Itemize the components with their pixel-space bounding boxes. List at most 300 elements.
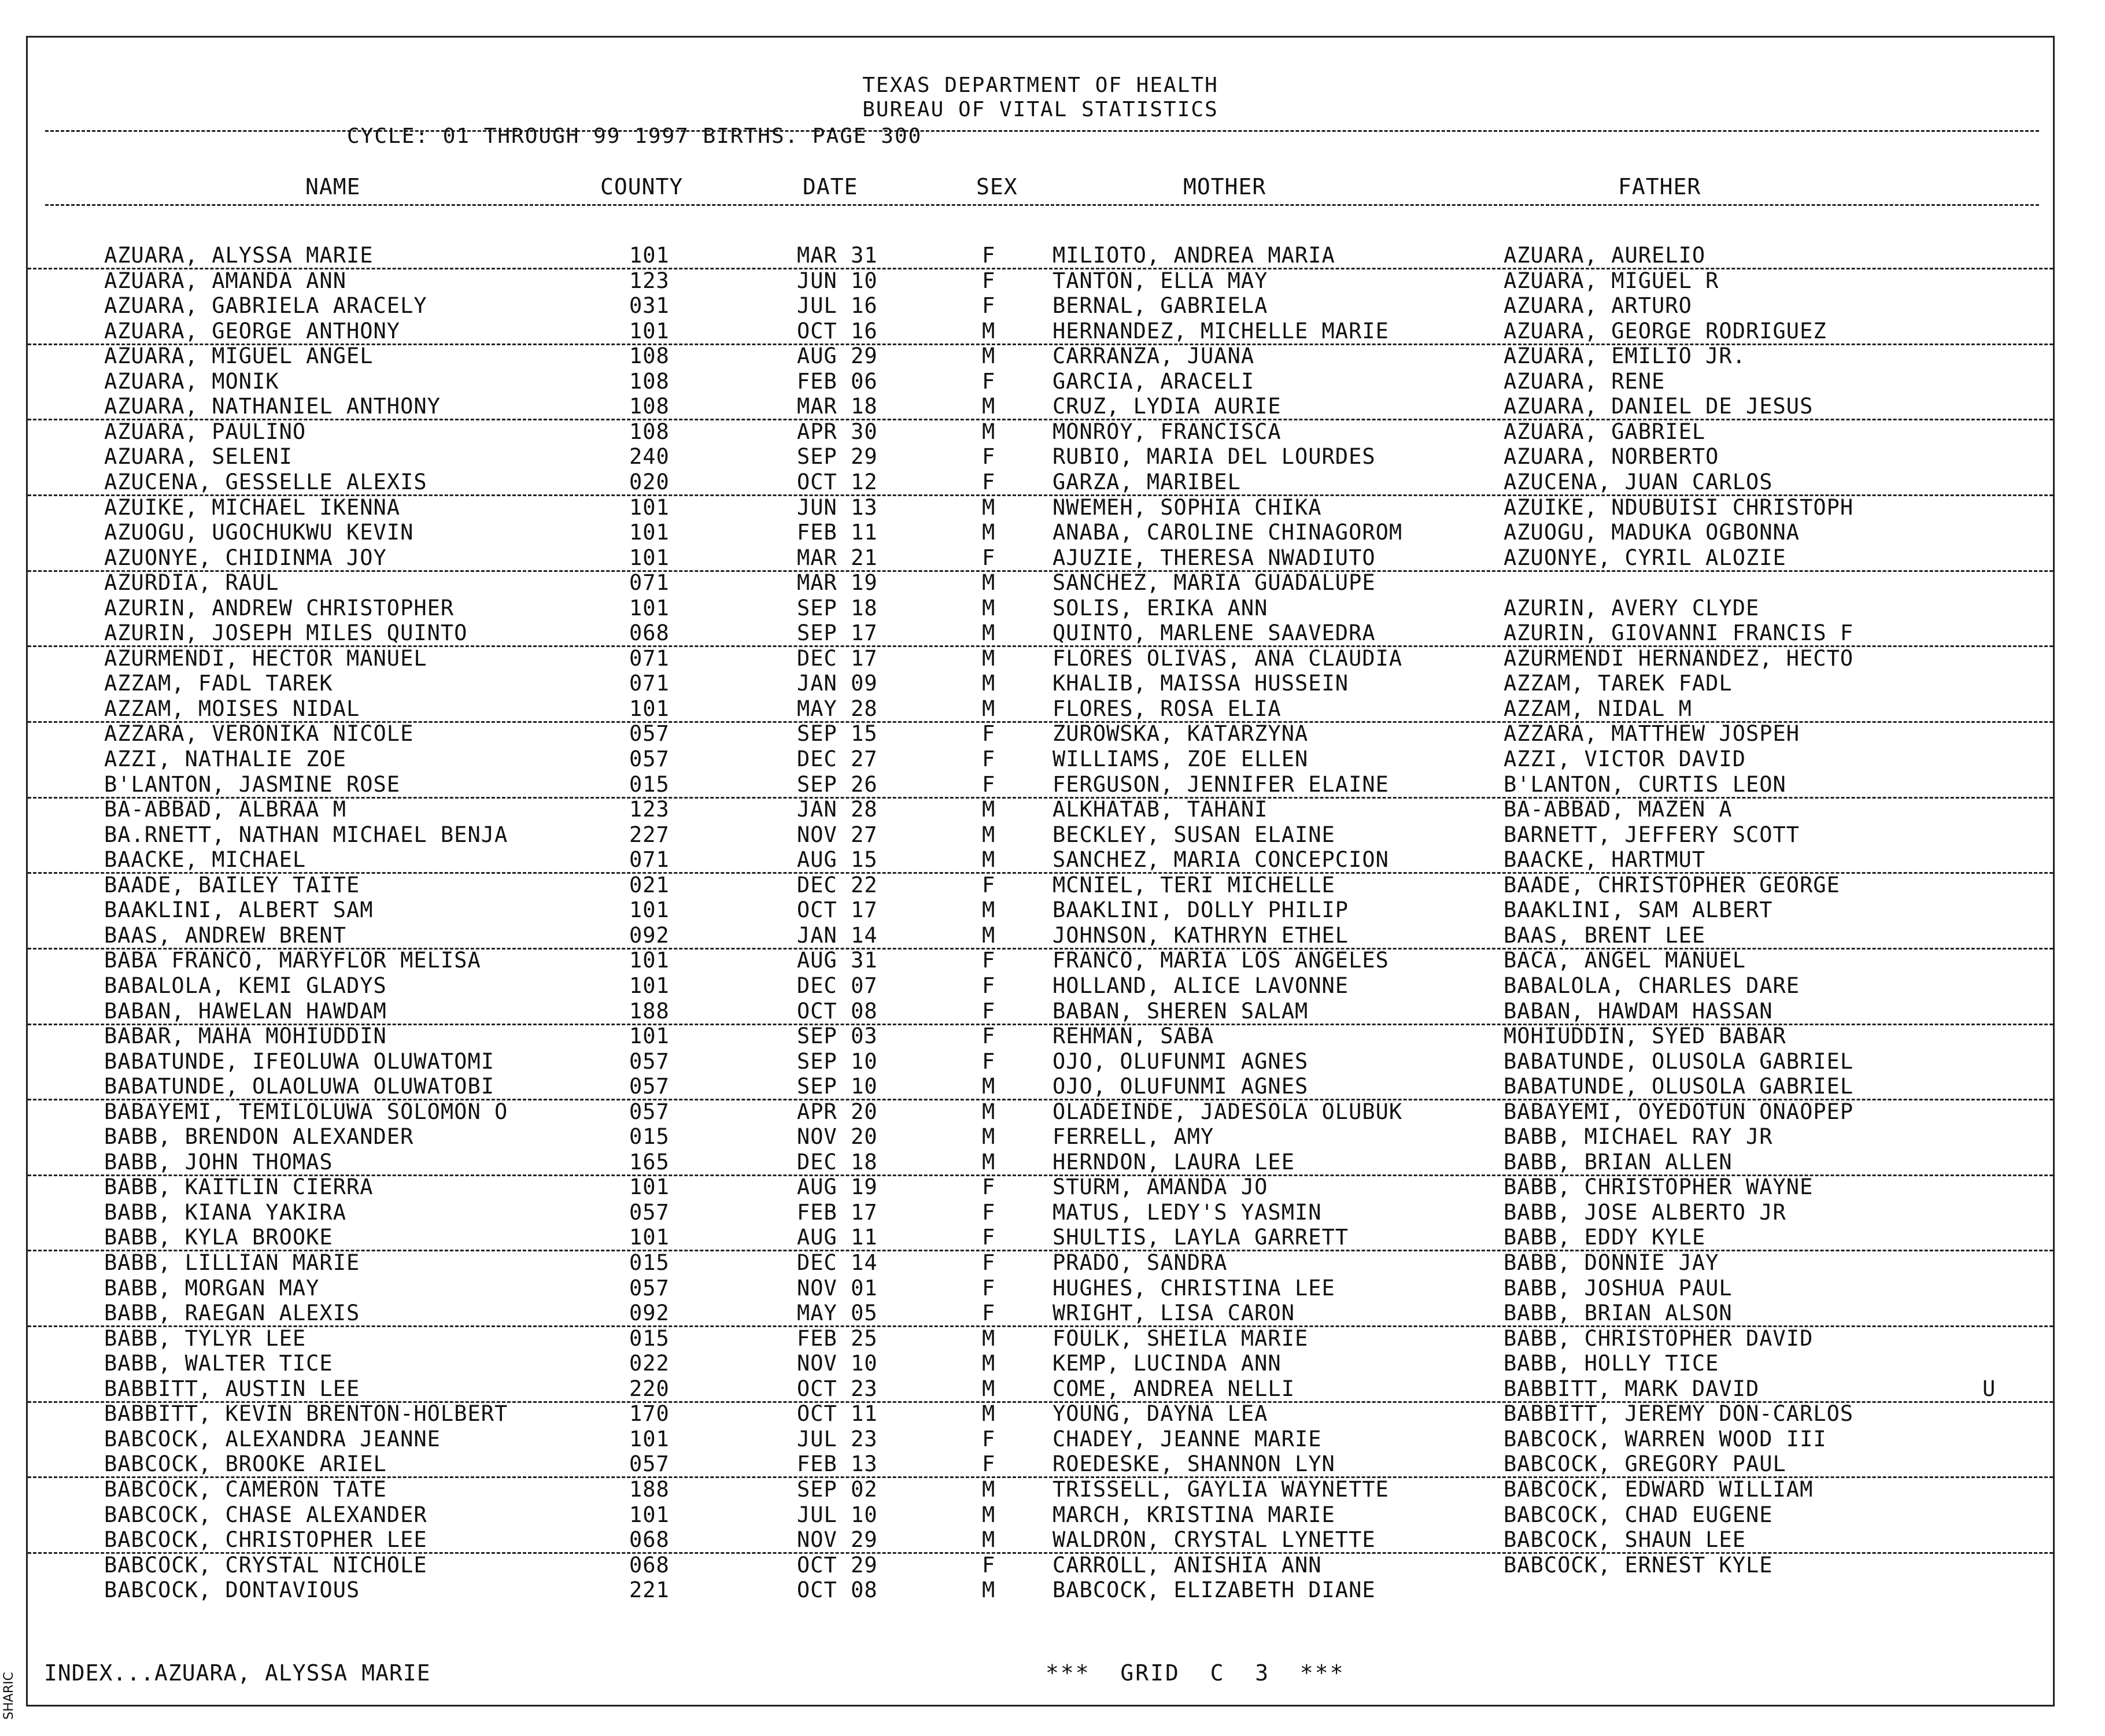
record-name: BABB, MORGAN MAY — [104, 1275, 320, 1301]
record-sex: M — [982, 1527, 996, 1553]
record-name: BABATUNDE, OLAOLUWA OLUWATOBI — [104, 1074, 495, 1099]
record-row — [28, 1578, 2053, 1602]
record-mother: BAAKLINI, DOLLY PHILIP — [1052, 897, 1349, 923]
record-county: 123 — [629, 797, 670, 822]
record-mother: REHMAN, SABA — [1052, 1024, 1214, 1049]
header-subtitle: BUREAU OF VITAL STATISTICS — [862, 98, 1218, 121]
record-sex: M — [982, 494, 996, 520]
record-father: BABBITT, JEREMY DON-CARLOS — [1504, 1401, 1854, 1427]
record-sex: F — [982, 545, 996, 570]
record-date: JAN 09 — [797, 671, 878, 696]
column-header-date: DATE — [803, 174, 858, 200]
record-father: AZUIKE, NDUBUISI CHRISTOPH — [1504, 494, 1854, 520]
record-row — [28, 822, 2053, 847]
record-mother: FERRELL, AMY — [1052, 1124, 1214, 1150]
record-father: AZURMENDI HERNANDEZ, HECTO — [1504, 645, 1854, 671]
record-mother: FLORES OLIVAS, ANA CLAUDIA — [1052, 645, 1403, 671]
record-father: AZZAM, NIDAL M — [1504, 696, 1692, 721]
record-name: BABCOCK, CRYSTAL NICHOLE — [104, 1552, 427, 1578]
record-sex: M — [982, 1578, 996, 1603]
record-sex: F — [982, 444, 996, 470]
record-date: FEB 17 — [797, 1199, 878, 1225]
record-father: MOHIUDDIN, SYED BABAR — [1504, 1024, 1786, 1049]
record-county: 220 — [629, 1376, 670, 1401]
record-father: AZUOGU, MADUKA OGBONNA — [1504, 520, 1800, 545]
record-date: JUL 10 — [797, 1502, 878, 1527]
record-sex: M — [982, 797, 996, 822]
record-date: OCT 08 — [797, 1578, 878, 1603]
record-name: AZUARA, GEORGE ANTHONY — [104, 318, 401, 343]
record-sex: F — [982, 872, 996, 897]
record-father: AZUARA, EMILIO JR. — [1504, 343, 1746, 369]
record-father: AZUARA, GEORGE RODRIGUEZ — [1504, 318, 1827, 343]
column-header-mother: MOTHER — [1183, 174, 1266, 200]
record-sex: M — [982, 1149, 996, 1174]
record-county: 123 — [629, 268, 670, 293]
record-sex: M — [982, 847, 996, 873]
record-county: 170 — [629, 1401, 670, 1427]
record-date: DEC 27 — [797, 747, 878, 771]
record-date: AUG 11 — [797, 1225, 878, 1250]
record-sex: M — [982, 822, 996, 847]
record-row — [28, 268, 2053, 293]
record-sex: F — [982, 1199, 996, 1225]
record-date: OCT 29 — [797, 1552, 878, 1578]
record-date: NOV 29 — [797, 1527, 878, 1553]
record-row — [28, 1351, 2053, 1376]
record-county: 101 — [629, 696, 670, 721]
record-sex: M — [982, 671, 996, 696]
record-mother: WILLIAMS, ZOE ELLEN — [1052, 747, 1309, 771]
record-father: BAAKLINI, SAM ALBERT — [1504, 897, 1773, 923]
record-county: 188 — [629, 998, 670, 1024]
record-father: AZUARA, NORBERTO — [1504, 444, 1719, 470]
record-name: BAAKLINI, ALBERT SAM — [104, 897, 374, 923]
record-row — [28, 1200, 2053, 1225]
record-sex: F — [982, 1250, 996, 1275]
record-county: 092 — [629, 922, 670, 948]
record-county: 101 — [629, 595, 670, 620]
record-sex: F — [982, 1451, 996, 1477]
record-sex: M — [982, 419, 996, 444]
record-mother: QUINTO, MARLENE SAAVEDRA — [1052, 620, 1376, 646]
record-row — [28, 873, 2053, 897]
record-name: AZUARA, PAULINO — [104, 419, 306, 444]
record-father: BABAYEMI, OYEDOTUN ONAOPEP — [1504, 1099, 1854, 1124]
record-date: NOV 10 — [797, 1351, 878, 1376]
record-row — [28, 1250, 2053, 1275]
record-mother: COME, ANDREA NELLI — [1052, 1376, 1295, 1401]
record-name: AZUIKE, MICHAEL IKENNA — [104, 494, 401, 520]
record-county: 101 — [629, 897, 670, 923]
record-county: 101 — [629, 1426, 670, 1451]
record-sex: M — [982, 897, 996, 923]
record-date: FEB 25 — [797, 1325, 878, 1351]
record-county: 031 — [629, 293, 670, 319]
record-date: OCT 12 — [797, 469, 878, 494]
record-name: BABCOCK, DONTAVIOUS — [104, 1578, 360, 1603]
record-sex: M — [982, 696, 996, 721]
record-county: 022 — [629, 1351, 670, 1376]
record-name: BABCOCK, CHASE ALEXANDER — [104, 1502, 427, 1527]
record-mother: BABAN, SHEREN SALAM — [1052, 998, 1309, 1024]
record-date: AUG 29 — [797, 343, 878, 369]
record-county: 057 — [629, 1451, 670, 1477]
record-row — [28, 1477, 2053, 1502]
record-sex: M — [982, 1351, 996, 1376]
record-sex: F — [982, 1275, 996, 1301]
record-row — [28, 772, 2053, 799]
record-sex: F — [982, 721, 996, 747]
record-father: BACA, ANGEL MANUEL — [1504, 948, 1746, 973]
record-name: BABB, WALTER TICE — [104, 1351, 333, 1376]
record-sex: M — [982, 1074, 996, 1099]
record-county: 015 — [629, 1325, 670, 1351]
record-sex: F — [982, 1225, 996, 1250]
record-row — [28, 419, 2053, 444]
record-row — [28, 923, 2053, 950]
record-mother: SOLIS, ERIKA ANN — [1052, 595, 1268, 620]
record-date: DEC 22 — [797, 872, 878, 897]
record-mother: KEMP, LUCINDA ANN — [1052, 1351, 1282, 1376]
record-county: 057 — [629, 1099, 670, 1124]
column-header-sex: SEX — [976, 174, 1018, 200]
record-name: BABBITT, AUSTIN LEE — [104, 1376, 360, 1401]
record-date: FEB 13 — [797, 1451, 878, 1477]
record-father: BAADE, CHRISTOPHER GEORGE — [1504, 872, 1840, 897]
record-date: MAR 31 — [797, 243, 878, 268]
record-father: BAAS, BRENT LEE — [1504, 922, 1706, 948]
record-mother: FRANCO, MARIA LOS ANGELES — [1052, 948, 1389, 973]
record-name: AZZAM, MOISES NIDAL — [104, 696, 360, 721]
record-father: AZURIN, GIOVANNI FRANCIS F — [1504, 620, 1854, 646]
record-row — [28, 319, 2053, 345]
record-name: AZUARA, MONIK — [104, 368, 279, 394]
record-row — [28, 470, 2053, 496]
record-date: OCT 08 — [797, 998, 878, 1024]
record-row — [28, 520, 2053, 545]
record-name: AZZAM, FADL TAREK — [104, 671, 333, 696]
record-name: BABATUNDE, IFEOLUWA OLUWATOMI — [104, 1048, 495, 1074]
record-sex: F — [982, 771, 996, 797]
record-row — [28, 596, 2053, 620]
record-name: AZUCENA, GESSELLE ALEXIS — [104, 469, 427, 494]
record-date: APR 30 — [797, 419, 878, 444]
record-father: BABBITT, MARK DAVID — [1504, 1376, 1760, 1401]
record-name: AZUARA, NATHANIEL ANTHONY — [104, 394, 441, 419]
footer-grid: *** GRID C 3 *** — [1046, 1660, 1345, 1686]
record-sex: M — [982, 595, 996, 620]
record-mother: MARCH, KRISTINA MARIE — [1052, 1502, 1335, 1527]
record-father: BABALOLA, CHARLES DARE — [1504, 973, 1800, 998]
record-father: AZUONYE, CYRIL ALOZIE — [1504, 545, 1786, 570]
record-name: BABCOCK, CHRISTOPHER LEE — [104, 1527, 427, 1553]
record-row — [28, 797, 2053, 822]
record-mother: OJO, OLUFUNMI AGNES — [1052, 1048, 1309, 1074]
record-father: AZUARA, RENE — [1504, 368, 1665, 394]
record-county: 108 — [629, 419, 670, 444]
record-county: 101 — [629, 545, 670, 570]
record-sex: M — [982, 1476, 996, 1502]
record-sex: F — [982, 469, 996, 494]
record-row — [28, 847, 2053, 874]
record-mother: CHADEY, JEANNE MARIE — [1052, 1426, 1322, 1451]
record-county: 101 — [629, 973, 670, 998]
record-county: 068 — [629, 1527, 670, 1553]
record-sex: M — [982, 570, 996, 596]
record-father: BA-ABBAD, MAZEN A — [1504, 797, 1733, 822]
record-sex: M — [982, 1502, 996, 1527]
record-row — [28, 1124, 2053, 1149]
record-name: BAADE, BAILEY TAITE — [104, 872, 360, 897]
record-row — [28, 721, 2053, 746]
record-mother: RUBIO, MARIA DEL LOURDES — [1052, 444, 1376, 470]
record-father: BABCOCK, GREGORY PAUL — [1504, 1451, 1786, 1477]
record-date: SEP 10 — [797, 1048, 878, 1074]
record-father: BABB, EDDY KYLE — [1504, 1225, 1706, 1250]
record-county: 221 — [629, 1578, 670, 1603]
record-mother: WALDRON, CRYSTAL LYNETTE — [1052, 1527, 1376, 1553]
record-county: 071 — [629, 671, 670, 696]
record-sex: M — [982, 1325, 996, 1351]
record-father: BAACKE, HARTMUT — [1504, 847, 1706, 873]
record-father: B'LANTON, CURTIS LEON — [1504, 771, 1786, 797]
record-father: BABB, HOLLY TICE — [1504, 1351, 1719, 1376]
record-county: 101 — [629, 1502, 670, 1527]
record-date: FEB 11 — [797, 520, 878, 545]
record-mother: SHULTIS, LAYLA GARRETT — [1052, 1225, 1349, 1250]
record-name: B'LANTON, JASMINE ROSE — [104, 771, 401, 797]
record-father: BABCOCK, EDWARD WILLIAM — [1504, 1476, 1814, 1502]
record-county: 101 — [629, 1225, 670, 1250]
record-sex: M — [982, 318, 996, 343]
record-father: BABAN, HAWDAM HASSAN — [1504, 998, 1773, 1024]
record-sex: M — [982, 620, 996, 646]
record-name: BABB, KYLA BROOKE — [104, 1225, 333, 1250]
side-label-text: SHARIC — [1, 1672, 16, 1720]
record-county: 240 — [629, 444, 670, 470]
record-name: BAACKE, MICHAEL — [104, 847, 306, 873]
record-sex: F — [982, 973, 996, 998]
record-mother: HOLLAND, ALICE LAVONNE — [1052, 973, 1349, 998]
record-county: 101 — [629, 494, 670, 520]
record-sex: F — [982, 1174, 996, 1200]
record-mother: YOUNG, DAYNA LEA — [1052, 1401, 1268, 1427]
record-sex: F — [982, 1024, 996, 1049]
record-name: BABCOCK, CAMERON TATE — [104, 1476, 387, 1502]
record-sex: M — [982, 394, 996, 419]
record-date: SEP 26 — [797, 771, 878, 797]
record-row — [28, 1150, 2053, 1176]
record-row — [28, 444, 2053, 469]
record-county: 068 — [629, 620, 670, 646]
record-county: 057 — [629, 1275, 670, 1301]
record-date: SEP 18 — [797, 595, 878, 620]
record-row — [28, 1401, 2053, 1426]
column-header-county: COUNTY — [600, 174, 684, 200]
record-date: SEP 02 — [797, 1476, 878, 1502]
record-date: MAR 18 — [797, 394, 878, 419]
record-father: AZZAM, TAREK FADL — [1504, 671, 1733, 696]
record-name: AZZI, NATHALIE ZOE — [104, 747, 346, 771]
record-name: BABBITT, KEVIN BRENTON-HOLBERT — [104, 1401, 508, 1427]
side-label — [2, 1665, 25, 1723]
record-county: 057 — [629, 1074, 670, 1099]
record-mother: OLADEINDE, JADESOLA OLUBUK — [1052, 1099, 1403, 1124]
record-sex: M — [982, 343, 996, 369]
record-row — [28, 1553, 2053, 1578]
record-row — [28, 999, 2053, 1025]
record-county: 071 — [629, 645, 670, 671]
record-county: 101 — [629, 1024, 670, 1049]
record-date: JUL 23 — [797, 1426, 878, 1451]
record-mother: TRISSELL, GAYLIA WAYNETTE — [1052, 1476, 1389, 1502]
record-name: BABB, LILLIAN MARIE — [104, 1250, 360, 1275]
record-row — [28, 1527, 2053, 1554]
record-father: AZZI, VICTOR DAVID — [1504, 747, 1746, 771]
record-name: AZZARA, VERONIKA NICOLE — [104, 721, 414, 747]
record-date: OCT 23 — [797, 1376, 878, 1401]
record-name: BABAR, MAHA MOHIUDDIN — [104, 1024, 387, 1049]
record-father: BABCOCK, ERNEST KYLE — [1504, 1552, 1773, 1578]
record-mother: OJO, OLUFUNMI AGNES — [1052, 1074, 1309, 1099]
record-county: 020 — [629, 469, 670, 494]
record-county: 108 — [629, 343, 670, 369]
record-father: AZURIN, AVERY CLYDE — [1504, 595, 1760, 620]
footer-index: INDEX...AZUARA, ALYSSA MARIE — [44, 1660, 431, 1686]
record-father: AZUARA, DANIEL DE JESUS — [1504, 394, 1814, 419]
record-date: OCT 17 — [797, 897, 878, 923]
record-row — [28, 293, 2053, 318]
record-mother: MILIOTO, ANDREA MARIA — [1052, 243, 1335, 268]
cycle-line: CYCLE: 01 THROUGH 99 1997 BIRTHS. PAGE 300 — [347, 124, 922, 148]
record-sex: F — [982, 998, 996, 1024]
record-row — [28, 620, 2053, 647]
record-father: BABATUNDE, OLUSOLA GABRIEL — [1504, 1074, 1854, 1099]
record-name: BA-ABBAD, ALBRAA M — [104, 797, 346, 822]
record-sex: F — [982, 1048, 996, 1074]
record-row — [28, 570, 2053, 595]
record-father: BABCOCK, WARREN WOOD III — [1504, 1426, 1827, 1451]
record-row — [28, 1326, 2053, 1351]
record-row — [28, 1376, 2053, 1403]
record-name: BABCOCK, ALEXANDRA JEANNE — [104, 1426, 441, 1451]
record-row — [28, 545, 2053, 572]
record-father: BABB, MICHAEL RAY JR — [1504, 1124, 1773, 1150]
record-sex: F — [982, 268, 996, 293]
record-mother: MATUS, LEDY'S YASMIN — [1052, 1199, 1322, 1225]
record-date: MAY 28 — [797, 696, 878, 721]
record-name: BABB, KAITLIN CIERRA — [104, 1174, 374, 1200]
record-date: SEP 03 — [797, 1024, 878, 1049]
record-county: 015 — [629, 1124, 670, 1150]
record-flag: U — [1982, 1376, 1996, 1401]
record-mother: FLORES, ROSA ELIA — [1052, 696, 1282, 721]
record-mother: ANABA, CAROLINE CHINAGOROM — [1052, 520, 1403, 545]
header-title: TEXAS DEPARTMENT OF HEALTH — [862, 73, 1218, 97]
record-row — [28, 646, 2053, 671]
record-date: JUN 13 — [797, 494, 878, 520]
record-row — [28, 696, 2053, 723]
column-header-father: FATHER — [1618, 174, 1701, 200]
record-mother: MONROY, FRANCISCA — [1052, 419, 1282, 444]
record-mother: JOHNSON, KATHRYN ETHEL — [1052, 922, 1349, 948]
record-father: BABB, CHRISTOPHER DAVID — [1504, 1325, 1814, 1351]
record-father: BABCOCK, CHAD EUGENE — [1504, 1502, 1773, 1527]
record-date: NOV 27 — [797, 822, 878, 847]
record-name: BAAS, ANDREW BRENT — [104, 922, 346, 948]
record-mother: STURM, AMANDA JO — [1052, 1174, 1268, 1200]
record-name: AZURMENDI, HECTOR MANUEL — [104, 645, 427, 671]
record-mother: BECKLEY, SUSAN ELAINE — [1052, 822, 1335, 847]
record-name: BABAYEMI, TEMILOLUWA SOLOMON O — [104, 1099, 508, 1124]
record-name: BABB, TYLYR LEE — [104, 1325, 306, 1351]
record-date: APR 20 — [797, 1099, 878, 1124]
record-mother: CRUZ, LYDIA AURIE — [1052, 394, 1282, 419]
record-date: NOV 01 — [797, 1275, 878, 1301]
record-sex: M — [982, 1376, 996, 1401]
record-row — [28, 1502, 2053, 1527]
record-father: BABB, JOSHUA PAUL — [1504, 1275, 1733, 1301]
record-county: 101 — [629, 1174, 670, 1200]
record-date: AUG 31 — [797, 948, 878, 973]
record-sex: M — [982, 1099, 996, 1124]
record-name: BABCOCK, BROOKE ARIEL — [104, 1451, 387, 1477]
record-sex: F — [982, 1301, 996, 1326]
record-date: SEP 10 — [797, 1074, 878, 1099]
record-row — [28, 948, 2053, 973]
record-mother: SANCHEZ, MARIA CONCEPCION — [1052, 847, 1389, 873]
record-date: AUG 19 — [797, 1174, 878, 1200]
record-sex: M — [982, 922, 996, 948]
record-county: 057 — [629, 747, 670, 771]
record-county: 101 — [629, 243, 670, 268]
record-row — [28, 1301, 2053, 1327]
record-sex: M — [982, 1124, 996, 1150]
record-mother: GARCIA, ARACELI — [1052, 368, 1255, 394]
record-name: BABALOLA, KEMI GLADYS — [104, 973, 387, 998]
record-mother: FOULK, SHEILA MARIE — [1052, 1325, 1309, 1351]
record-county: 015 — [629, 771, 670, 797]
record-county: 165 — [629, 1149, 670, 1174]
record-name: AZUARA, GABRIELA ARACELY — [104, 293, 427, 319]
record-mother: BERNAL, GABRIELA — [1052, 293, 1268, 319]
record-county: 108 — [629, 368, 670, 394]
record-date: DEC 17 — [797, 645, 878, 671]
record-county: 068 — [629, 1552, 670, 1578]
record-date: SEP 15 — [797, 721, 878, 747]
record-county: 015 — [629, 1250, 670, 1275]
record-date: DEC 07 — [797, 973, 878, 998]
record-father: AZUARA, GABRIEL — [1504, 419, 1706, 444]
record-county: 227 — [629, 822, 670, 847]
record-father: BABB, DONNIE JAY — [1504, 1250, 1719, 1275]
record-father: AZUARA, MIGUEL R — [1504, 268, 1719, 293]
record-mother: PRADO, SANDRA — [1052, 1250, 1228, 1275]
record-name: AZUARA, ALYSSA MARIE — [104, 243, 374, 268]
record-row — [28, 973, 2053, 998]
record-mother: MCNIEL, TERI MICHELLE — [1052, 872, 1335, 897]
record-row — [28, 671, 2053, 696]
record-row — [28, 343, 2053, 368]
record-mother: NWEMEH, SOPHIA CHIKA — [1052, 494, 1322, 520]
record-mother: HUGHES, CHRISTINA LEE — [1052, 1275, 1335, 1301]
record-mother: CARRANZA, JUANA — [1052, 343, 1255, 369]
record-sex: M — [982, 520, 996, 545]
record-name: BABA FRANCO, MARYFLOR MELISA — [104, 948, 481, 973]
record-name: BABB, JOHN THOMAS — [104, 1149, 333, 1174]
record-row — [28, 1427, 2053, 1451]
